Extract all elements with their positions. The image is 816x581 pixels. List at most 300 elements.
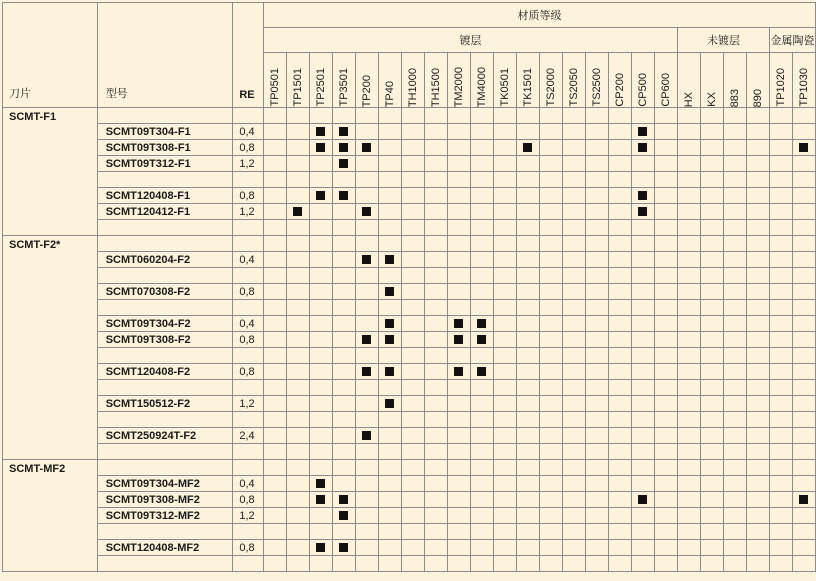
grade-cell — [424, 268, 447, 284]
grade-cell — [631, 316, 654, 332]
grade-cell — [723, 252, 746, 268]
grade-cell — [654, 460, 677, 476]
grade-cell — [286, 492, 309, 508]
grade-cell — [608, 284, 631, 300]
availability-mark-icon — [477, 367, 486, 376]
model-cell: SCMT09T308-F1 — [97, 140, 233, 156]
grade-cell — [332, 380, 355, 396]
grade-cell — [746, 492, 769, 508]
re-cell: 2,4 — [233, 428, 264, 444]
grade-cell — [631, 108, 654, 124]
grade-cell — [493, 220, 516, 236]
grade-cell — [562, 460, 585, 476]
grade-cell — [516, 124, 539, 140]
model-cell: SCMT09T312-MF2 — [97, 508, 233, 524]
grade-cell — [746, 108, 769, 124]
grade-cell — [424, 556, 447, 572]
grade-cell — [562, 284, 585, 300]
grade-cell — [447, 140, 470, 156]
re-cell: 0,4 — [233, 316, 264, 332]
grade-cell — [723, 284, 746, 300]
grade-cell — [723, 428, 746, 444]
grade-cell — [700, 316, 723, 332]
re-cell: 0,8 — [233, 284, 264, 300]
model-cell: SCMT09T304-MF2 — [97, 476, 233, 492]
model-cell — [97, 220, 233, 236]
grade-group-header: 镀层 — [263, 28, 677, 53]
availability-mark-icon — [799, 143, 808, 152]
grade-cell — [677, 348, 700, 364]
grade-cell — [309, 428, 332, 444]
grade-cell — [286, 364, 309, 380]
grade-cell — [493, 124, 516, 140]
grade-cell — [378, 332, 401, 348]
grade-cell — [723, 108, 746, 124]
grade-cell — [746, 524, 769, 540]
grade-cell — [792, 108, 815, 124]
grade-cell — [539, 444, 562, 460]
grade-cell — [516, 252, 539, 268]
table-row — [3, 316, 816, 332]
grade-cell — [286, 396, 309, 412]
grade-cell — [585, 508, 608, 524]
re-cell: 1,2 — [233, 204, 264, 220]
grade-cell — [401, 316, 424, 332]
grade-cell — [700, 300, 723, 316]
grade-cell — [401, 540, 424, 556]
grade-header-tp3501 — [332, 53, 355, 108]
grade-cell — [401, 524, 424, 540]
grade-cell — [792, 364, 815, 380]
grade-cell — [769, 220, 792, 236]
grade-cell — [470, 444, 493, 460]
grade-cell — [493, 188, 516, 204]
grade-cell — [332, 140, 355, 156]
grade-cell — [424, 220, 447, 236]
grade-cell — [677, 460, 700, 476]
grade-cell — [723, 236, 746, 252]
grade-cell — [401, 428, 424, 444]
grade-cell — [769, 556, 792, 572]
grade-cell — [654, 300, 677, 316]
grade-cell — [424, 300, 447, 316]
grade-cell — [378, 492, 401, 508]
grade-cell — [700, 508, 723, 524]
grade-cell — [332, 204, 355, 220]
grade-cell — [562, 188, 585, 204]
grade-cell — [401, 124, 424, 140]
grade-cell — [355, 444, 378, 460]
grade-cell — [585, 460, 608, 476]
grade-cell — [263, 188, 286, 204]
grade-header-ts2000 — [539, 53, 562, 108]
grade-cell — [700, 220, 723, 236]
grade-cell — [700, 332, 723, 348]
table-row — [3, 188, 816, 204]
grade-cell — [355, 252, 378, 268]
table-row — [3, 524, 816, 540]
grade-cell — [562, 204, 585, 220]
table-row — [3, 444, 816, 460]
grade-cell — [631, 252, 654, 268]
grade-cell — [286, 204, 309, 220]
grade-cell — [654, 172, 677, 188]
grade-cell — [608, 556, 631, 572]
grade-cell — [309, 252, 332, 268]
grade-cell — [769, 156, 792, 172]
grade-cell — [539, 124, 562, 140]
re-cell — [233, 460, 264, 476]
grade-cell — [355, 140, 378, 156]
grade-cell — [332, 524, 355, 540]
grade-cell — [585, 236, 608, 252]
grade-cell — [539, 540, 562, 556]
table-row — [3, 108, 816, 124]
grade-cell — [562, 316, 585, 332]
grade-cell — [562, 172, 585, 188]
grade-cell — [700, 140, 723, 156]
model-cell: SCMT250924T-F2 — [97, 428, 233, 444]
grade-cell — [378, 140, 401, 156]
grade-cell — [585, 252, 608, 268]
grade-cell — [470, 524, 493, 540]
grade-cell — [355, 412, 378, 428]
grade-cell — [309, 540, 332, 556]
grade-cell — [401, 204, 424, 220]
grade-cell — [332, 172, 355, 188]
grade-cell — [769, 508, 792, 524]
model-column-header: 型号 — [97, 3, 233, 108]
grade-cell — [631, 524, 654, 540]
grade-cell — [539, 172, 562, 188]
grade-cell — [769, 140, 792, 156]
availability-mark-icon — [638, 143, 647, 152]
grade-cell — [723, 124, 746, 140]
grade-cell — [654, 428, 677, 444]
grade-cell — [263, 444, 286, 460]
grade-cell — [562, 380, 585, 396]
grade-cell — [424, 140, 447, 156]
grade-cell — [309, 332, 332, 348]
grade-cell — [562, 412, 585, 428]
grade-cell — [746, 556, 769, 572]
grade-cell — [562, 108, 585, 124]
grade-cell — [355, 556, 378, 572]
grade-cell — [677, 364, 700, 380]
grade-cell — [263, 492, 286, 508]
grade-cell — [608, 380, 631, 396]
grade-cell — [470, 556, 493, 572]
grade-cell — [700, 396, 723, 412]
grade-cell — [516, 556, 539, 572]
availability-mark-icon — [339, 543, 348, 552]
grade-cell — [608, 268, 631, 284]
grade-cell — [493, 380, 516, 396]
grade-cell — [631, 364, 654, 380]
grade-cell — [378, 460, 401, 476]
grade-cell — [562, 332, 585, 348]
grade-cell — [654, 156, 677, 172]
grade-cell — [424, 332, 447, 348]
grade-cell — [585, 188, 608, 204]
grade-cell — [332, 396, 355, 412]
grade-cell — [746, 508, 769, 524]
re-cell — [233, 108, 264, 124]
grade-cell — [677, 396, 700, 412]
availability-mark-icon — [362, 335, 371, 344]
grade-cell — [792, 188, 815, 204]
grade-cell — [309, 156, 332, 172]
grade-cell — [447, 540, 470, 556]
grade-cell — [263, 124, 286, 140]
grade-cell — [539, 316, 562, 332]
grade-cell — [470, 348, 493, 364]
grade-cell — [562, 428, 585, 444]
grade-cell — [286, 172, 309, 188]
grade-cell — [424, 508, 447, 524]
grade-cell — [401, 300, 424, 316]
grade-cell — [309, 476, 332, 492]
grade-cell — [792, 236, 815, 252]
grade-cell — [746, 380, 769, 396]
grade-cell — [493, 476, 516, 492]
grade-cell — [263, 300, 286, 316]
grade-cell — [700, 156, 723, 172]
grade-cell — [447, 332, 470, 348]
grade-cell — [286, 156, 309, 172]
grade-cell — [309, 188, 332, 204]
grade-cell — [516, 348, 539, 364]
grade-cell — [677, 284, 700, 300]
grade-cell — [631, 284, 654, 300]
availability-mark-icon — [316, 479, 325, 488]
grade-cell — [562, 524, 585, 540]
grade-cell — [677, 476, 700, 492]
grade-cell — [424, 428, 447, 444]
grade-header-tp1020 — [769, 53, 792, 108]
grade-cell — [654, 220, 677, 236]
grade-cell — [792, 156, 815, 172]
grade-cell — [378, 284, 401, 300]
grade-cell — [585, 316, 608, 332]
grade-cell — [792, 380, 815, 396]
grade-cell — [654, 540, 677, 556]
grade-cell — [470, 380, 493, 396]
grade-cell — [792, 444, 815, 460]
grade-cell — [378, 476, 401, 492]
grade-cell — [378, 428, 401, 444]
grade-cell — [516, 412, 539, 428]
grade-cell — [355, 460, 378, 476]
table-row — [3, 332, 816, 348]
grade-cell — [792, 284, 815, 300]
grade-cell — [470, 364, 493, 380]
grade-cell — [447, 460, 470, 476]
re-cell: 1,2 — [233, 396, 264, 412]
availability-mark-icon — [362, 207, 371, 216]
grade-cell — [654, 396, 677, 412]
grade-cell — [608, 316, 631, 332]
grade-cell — [401, 412, 424, 428]
grade-cell — [723, 156, 746, 172]
grade-cell — [700, 476, 723, 492]
grade-cell — [746, 332, 769, 348]
grade-cell — [447, 492, 470, 508]
grade-cell — [332, 476, 355, 492]
grade-cell — [677, 524, 700, 540]
model-cell — [97, 524, 233, 540]
table-row — [3, 476, 816, 492]
grade-cell — [424, 444, 447, 460]
grade-header-th1000 — [401, 53, 424, 108]
grade-cell — [309, 220, 332, 236]
grade-cell — [746, 300, 769, 316]
grade-cell — [792, 124, 815, 140]
grade-cell — [470, 396, 493, 412]
availability-mark-icon — [339, 159, 348, 168]
grade-cell — [447, 380, 470, 396]
availability-mark-icon — [339, 127, 348, 136]
grade-header-tm4000 — [470, 53, 493, 108]
availability-mark-icon — [454, 367, 463, 376]
grade-cell — [447, 124, 470, 140]
re-cell — [233, 444, 264, 460]
grade-cell — [608, 204, 631, 220]
grade-cell — [516, 444, 539, 460]
grade-cell — [654, 188, 677, 204]
grade-cell — [401, 108, 424, 124]
grade-cell — [723, 316, 746, 332]
grade-cell — [493, 412, 516, 428]
grade-cell — [286, 252, 309, 268]
grade-cell — [631, 220, 654, 236]
grade-cell — [539, 396, 562, 412]
grade-cell — [447, 188, 470, 204]
grade-cell — [608, 140, 631, 156]
grade-cell — [516, 508, 539, 524]
grade-cell — [378, 252, 401, 268]
grade-cell — [355, 108, 378, 124]
grade-cell — [286, 332, 309, 348]
grade-cell — [723, 460, 746, 476]
grade-cell — [401, 172, 424, 188]
grade-cell — [654, 108, 677, 124]
re-cell: 1,2 — [233, 156, 264, 172]
grade-cell — [516, 380, 539, 396]
grade-name: KX — [705, 92, 718, 107]
grade-cell — [562, 220, 585, 236]
grade-cell — [562, 348, 585, 364]
grade-cell — [355, 316, 378, 332]
grade-cell — [677, 108, 700, 124]
model-cell: SCMT09T304-F2 — [97, 316, 233, 332]
grade-cell — [677, 156, 700, 172]
grade-cell — [378, 268, 401, 284]
availability-mark-icon — [385, 319, 394, 328]
grade-cell — [516, 316, 539, 332]
grade-cell — [769, 428, 792, 444]
grade-cell — [470, 284, 493, 300]
model-cell: SCMT120408-F2 — [97, 364, 233, 380]
grade-cell — [493, 268, 516, 284]
grade-cell — [424, 284, 447, 300]
availability-mark-icon — [293, 207, 302, 216]
grade-cell — [447, 252, 470, 268]
grade-cell — [516, 428, 539, 444]
grades-title: 材质等级 — [263, 3, 815, 28]
grade-cell — [585, 492, 608, 508]
availability-mark-icon — [385, 399, 394, 408]
grade-cell — [608, 428, 631, 444]
grade-cell — [608, 524, 631, 540]
grade-cell — [309, 348, 332, 364]
grade-cell — [378, 156, 401, 172]
availability-mark-icon — [385, 367, 394, 376]
grade-cell — [401, 348, 424, 364]
grade-cell — [470, 124, 493, 140]
grade-cell — [355, 204, 378, 220]
grade-cell — [562, 444, 585, 460]
grade-header-ts2050 — [562, 53, 585, 108]
grade-cell — [539, 428, 562, 444]
grade-cell — [608, 332, 631, 348]
grade-cell — [539, 300, 562, 316]
grade-cell — [608, 508, 631, 524]
grade-cell — [309, 556, 332, 572]
availability-mark-icon — [316, 143, 325, 152]
grade-cell — [355, 380, 378, 396]
grade-cell — [539, 556, 562, 572]
grade-cell — [608, 236, 631, 252]
grade-cell — [332, 124, 355, 140]
grade-cell — [493, 524, 516, 540]
grade-cell — [792, 428, 815, 444]
re-cell — [233, 220, 264, 236]
grade-cell — [447, 172, 470, 188]
grade-cell — [723, 220, 746, 236]
grade-cell — [654, 476, 677, 492]
re-cell — [233, 300, 264, 316]
table-row — [3, 284, 816, 300]
grade-cell — [562, 300, 585, 316]
grade-cell — [539, 412, 562, 428]
grade-cell — [470, 108, 493, 124]
grade-header-tp2501 — [309, 53, 332, 108]
grade-cell — [746, 284, 769, 300]
grade-cell — [585, 444, 608, 460]
grade-cell — [493, 460, 516, 476]
grade-cell — [447, 284, 470, 300]
grade-cell — [608, 364, 631, 380]
grade-cell — [263, 284, 286, 300]
grade-cell — [631, 204, 654, 220]
availability-mark-icon — [523, 143, 532, 152]
grade-header-kx — [700, 53, 723, 108]
grade-cell — [493, 396, 516, 412]
grade-cell — [585, 332, 608, 348]
availability-mark-icon — [454, 319, 463, 328]
model-cell: SCMT09T304-F1 — [97, 124, 233, 140]
grade-cell — [746, 204, 769, 220]
table-row — [3, 172, 816, 188]
grade-cell — [769, 284, 792, 300]
grade-name: TP1020 — [774, 68, 787, 107]
re-cell — [233, 524, 264, 540]
grade-cell — [447, 156, 470, 172]
grade-cell — [585, 156, 608, 172]
grade-cell — [792, 556, 815, 572]
grade-cell — [608, 476, 631, 492]
